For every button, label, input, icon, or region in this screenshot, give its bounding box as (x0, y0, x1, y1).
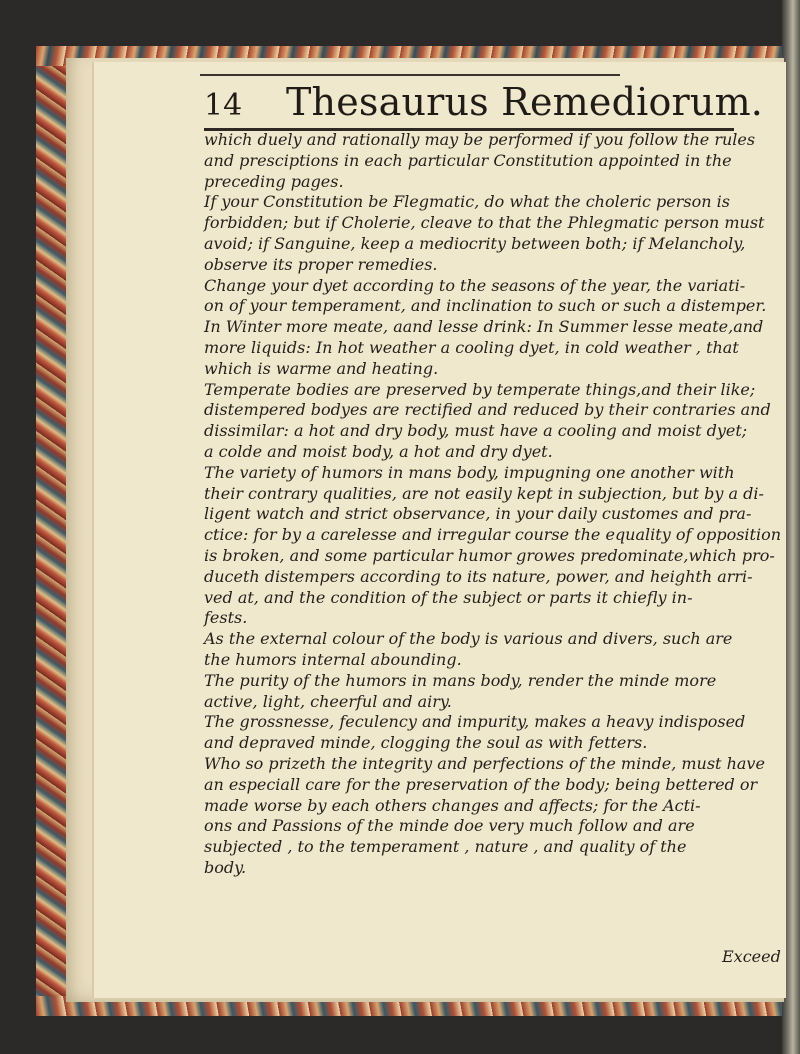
paragraph-line: an especiall care for the preservation of the body; being bettered or (204, 774, 758, 794)
paragraph-line: In Winter more meate, aand lesse drink: In Summer lesse meate,and (204, 317, 764, 337)
paragraph-9 (204, 754, 764, 879)
paragraph-line: ons and Passions of the minde doe very much follow and are (204, 816, 695, 836)
paragraph-line: ved at, and the condition of the subject or parts it chiefly in- (204, 587, 693, 607)
running-title: Thesaurus Remediorum. (286, 80, 764, 124)
paragraph-line: more liquids: In hot weather a cooling dyet, in cold weather , that (204, 337, 739, 357)
paragraph-line: If your Constitution be Flegmatic, do what the choleric person is (204, 192, 730, 212)
paragraph-line: and presciptions in each particular Constitution appointed in the (204, 150, 732, 170)
paragraph-line: observe its proper remedies. (204, 254, 438, 274)
paragraph-7 (204, 671, 764, 713)
paragraph-1 (204, 130, 764, 192)
paragraph-line: preceding pages. (204, 171, 344, 191)
paragraph-5 (204, 462, 782, 629)
paragraph-line: The variety of humors in mans body, impugning one another with (204, 462, 735, 482)
paragraph-line: distempered bodyes are rectified and reduced by their contraries and (204, 400, 771, 420)
paragraph-line: fests. (204, 608, 248, 628)
paragraph-6 (204, 629, 764, 671)
catchword: Exceed (722, 947, 781, 966)
body-text (204, 130, 782, 879)
paragraph-line: on of your temperament, and inclination to such or such a distemper. (204, 296, 767, 316)
paragraph-2 (204, 192, 764, 275)
paragraph-line: avoid; if Sanguine, keep a mediocrity between both; if Melancholy, (204, 233, 746, 253)
paragraph-line: dissimilar: a hot and dry body, must have a cooling and moist dyet; (204, 421, 748, 441)
paragraph-line: active, light, cheerful and airy. (204, 691, 452, 711)
paragraph-line: made worse by each others changes and affects; for the Acti- (204, 795, 701, 815)
paragraph-line: Temperate bodies are preserved by temperate things,and their like; (204, 379, 756, 399)
paragraph-line: body. (204, 857, 247, 877)
paragraph-8 (204, 712, 764, 754)
paragraph-line: which duely and rationally may be performed if you follow the rules (204, 130, 756, 149)
paragraph-4 (204, 379, 771, 463)
paragraph-line: subjected , to the temperament , nature , and quality of the (204, 837, 687, 857)
page-number: 14 (204, 88, 243, 123)
paragraph-line: Who so prizeth the integrity and perfections of the minde, must have (204, 753, 765, 773)
paragraph-line: The purity of the humors in mans body, render the minde more (204, 670, 717, 690)
header-top-rule (200, 74, 620, 76)
paragraph-line: which is warme and heating. (204, 358, 439, 378)
paragraph-3 (204, 275, 767, 380)
paragraph-line: a colde and moist body, a hot and dry dyet. (204, 441, 553, 461)
paragraph-line: ctice: for by a carelesse and irregular course the equality of opposition (204, 525, 782, 545)
paragraph-line: and depraved minde, clogging the soul as with fetters. (204, 733, 648, 753)
paragraph-line: is broken, and some particular humor growes predominate,which pro- (204, 545, 775, 565)
paragraph-line: duceth distempers according to its nature, power, and heighth arri- (204, 566, 753, 586)
paragraph-line: As the external colour of the body is various and divers, such are (204, 629, 733, 649)
paragraph-line: their contrary qualities, are not easily kept in subjection, but by a di- (204, 483, 764, 503)
paragraph-line: Change your dyet according to the seasons of the year, the variati- (204, 275, 746, 295)
paragraph-line: The grossnesse, feculency and impurity, makes a heavy indisposed (204, 712, 746, 732)
paragraph-line: the humors internal abounding. (204, 649, 462, 669)
paragraph-line: ligent watch and strict observance, in your daily customes and pra- (204, 504, 752, 524)
paragraph-line: forbidden; but if Cholerie, cleave to that the Phlegmatic person must (204, 213, 765, 233)
